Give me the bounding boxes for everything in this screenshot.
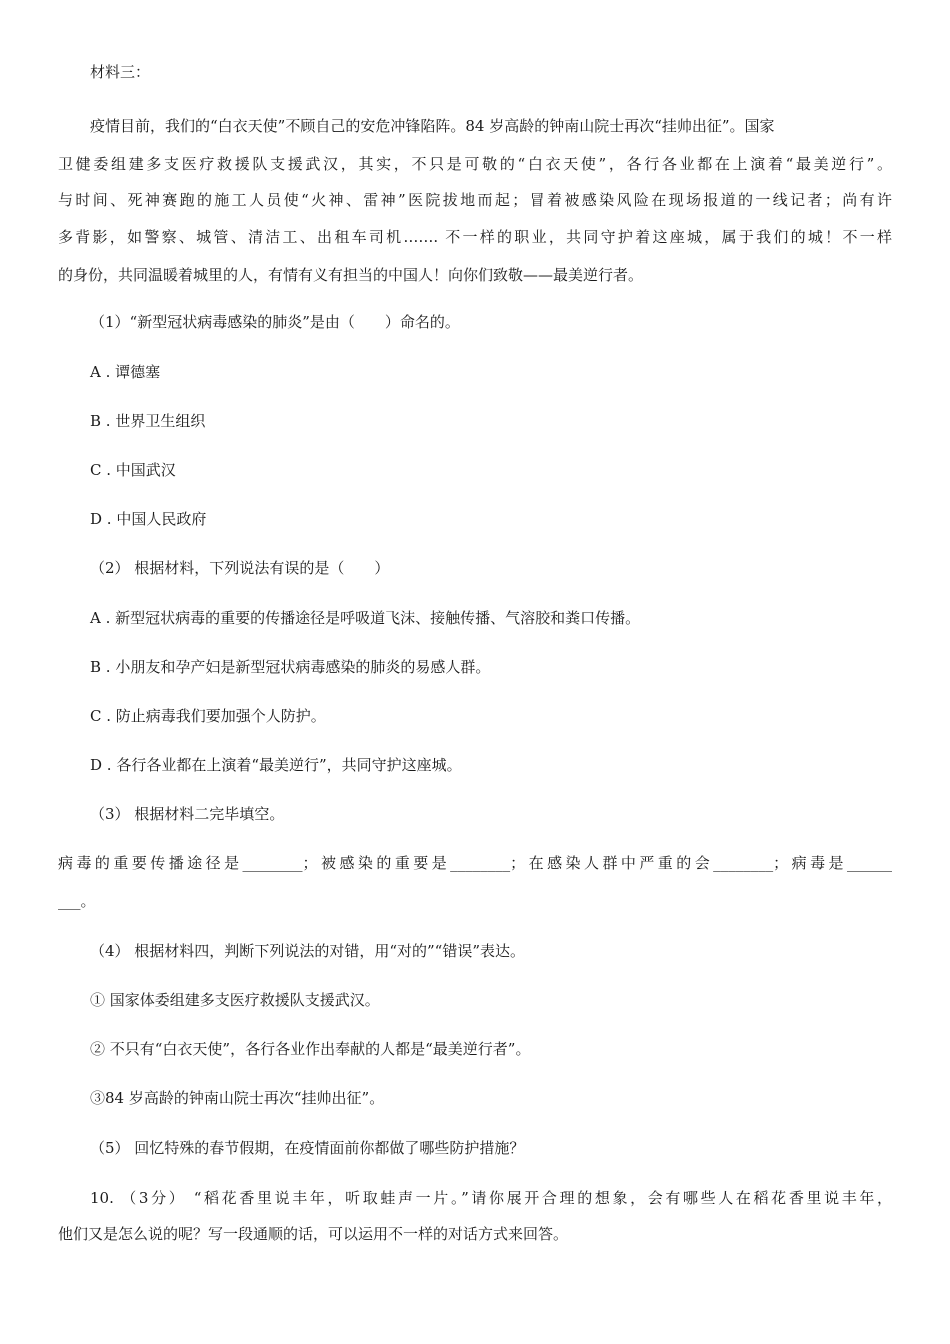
- question-2-option-c: C . 防止病毒我们要加强个人防护。: [90, 707, 326, 725]
- question-10-line-1: 10. （3分） “稻花香里说丰年，听取蛙声一片。”请你展开合理的想象，会有哪些人在稻花香里说丰年，: [90, 1189, 892, 1207]
- question-1-option-c: C . 中国武汉: [90, 461, 176, 479]
- question-4-stem: （4） 根据材料四，判断下列说法的对错，用“对的”“错误”表达。: [90, 942, 525, 960]
- question-4-statement-3: ③84 岁高龄的钟南山院士再次“挂帅出征”。: [90, 1089, 385, 1107]
- material-three-line-4: 多背影，如警察、城管、清洁工、出租车司机……. 不一样的职业，共同守护着这座城，属于我们的城！不一样: [58, 228, 892, 246]
- question-2-option-d: D . 各行各业都在上演着“最美逆行”，共同守护这座城。: [90, 756, 462, 774]
- material-three-line-1: 疫情目前，我们的“白衣天使”不顾自己的安危冲锋陷阵。84 岁高龄的钟南山院士再次“挂帅出征”。国家: [90, 117, 775, 135]
- question-2-stem: （2） 根据材料，下列说法有误的是（ ）: [90, 559, 390, 577]
- material-three-line-3: 与时间、死神赛跑的施工人员使“火神、雷神”医院拔地而起；冒着被感染风险在现场报道的一线记者；尚有许: [58, 191, 892, 209]
- material-three-heading: 材料三：: [90, 63, 151, 81]
- question-2-option-b: B . 小朋友和孕产妇是新型冠状病毒感染的肺炎的易感人群。: [90, 658, 491, 676]
- question-1-option-a: A . 谭德塞: [90, 363, 161, 381]
- material-three-line-2: 卫健委组建多支医疗救援队支援武汉，其实，不只是可敬的“白衣天使”，各行各业都在上演着“最美逆行”。: [58, 155, 892, 173]
- question-1-stem: （1）“新型冠状病毒感染的肺炎”是由（ ）命名的。: [90, 313, 460, 331]
- question-3-stem: （3） 根据材料二完毕填空。: [90, 805, 285, 823]
- question-1-option-d: D . 中国人民政府: [90, 510, 207, 528]
- question-2-option-a: A . 新型冠状病毒的重要的传播途径是呼吸道飞沫、接触传播、气溶胶和粪口传播。: [90, 609, 641, 627]
- question-10-line-2: 他们又是怎么说的呢？写一段通顺的话，可以运用不一样的对话方式来回答。: [58, 1225, 569, 1243]
- material-three-line-5: 的身份，共同温暖着城里的人，有情有义有担当的中国人！向你们致敬——最美逆行者。: [58, 266, 644, 284]
- question-4-statement-2: ② 不只有“白衣天使”，各行各业作出奉献的人都是“最美逆行者”。: [90, 1040, 531, 1058]
- question-5-stem: （5） 回忆特殊的春节假期，在疫情面前你都做了哪些防护措施？: [90, 1139, 525, 1157]
- question-3-fill-line-1: 病毒的重要传播途径是________；被感染的重要是________；在感染人群中严重的会________；病毒是______: [58, 854, 892, 872]
- question-3-fill-line-2: ___。: [58, 892, 96, 910]
- question-4-statement-1: ① 国家体委组建多支医疗救援队支援武汉。: [90, 991, 380, 1009]
- question-1-option-b: B . 世界卫生组织: [90, 412, 206, 430]
